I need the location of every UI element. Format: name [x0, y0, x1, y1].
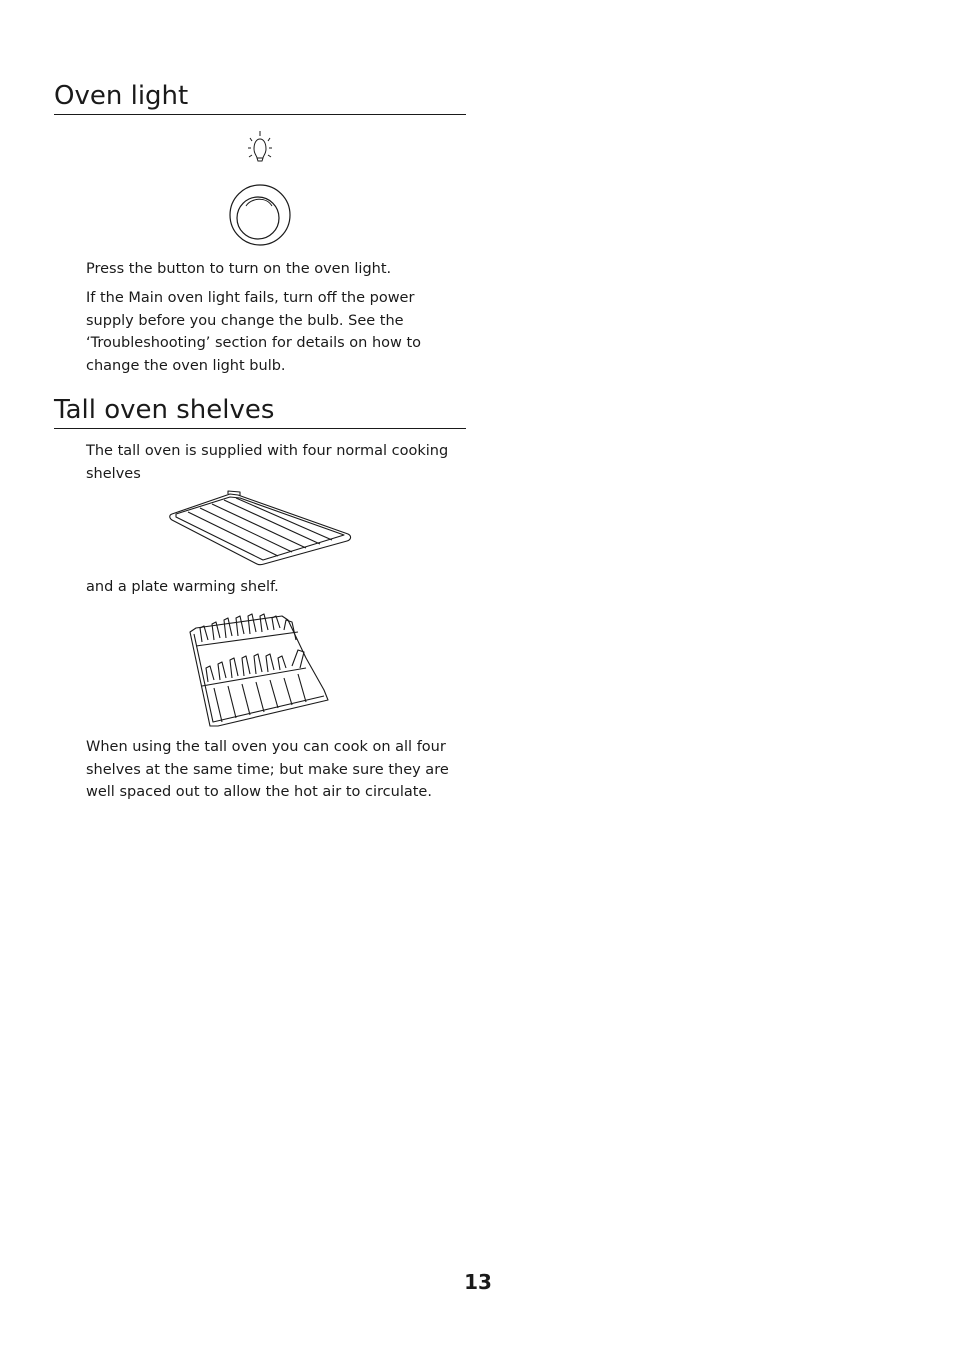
cooking-shelf-icon — [170, 491, 351, 565]
push-button-icon — [230, 185, 290, 245]
plate-warming-shelf-illustration — [188, 610, 332, 734]
shelves-usage-text: When using the tall oven you can cook on all four shelves at the same time; but make sure they are well spaced out to allow the hot air to circulate. — [86, 739, 449, 800]
light-bulb-icon — [248, 131, 272, 161]
section-title-tall-oven-shelves: Tall oven shelves — [54, 395, 466, 429]
oven-light-instruction: Press the button to turn on the oven light. — [86, 261, 392, 277]
section-title-oven-light: Oven light — [54, 81, 466, 115]
oven-light-bulb-note: If the Main oven light fails, turn off the power supply before you change the bulb. See the ‘Troubleshooting’ section for details on how to change the oven light bulb. — [86, 290, 422, 374]
plate-warming-text: and a plate warming shelf. — [86, 579, 279, 595]
oven-light-switch-illustration — [224, 128, 296, 256]
plate-warming-shelf-icon — [190, 614, 328, 726]
cooking-shelf-illustration — [168, 490, 354, 574]
shelves-intro-text: The tall oven is supplied with four normal cooking shelves — [86, 443, 449, 482]
page-number: 13 — [464, 1270, 492, 1294]
